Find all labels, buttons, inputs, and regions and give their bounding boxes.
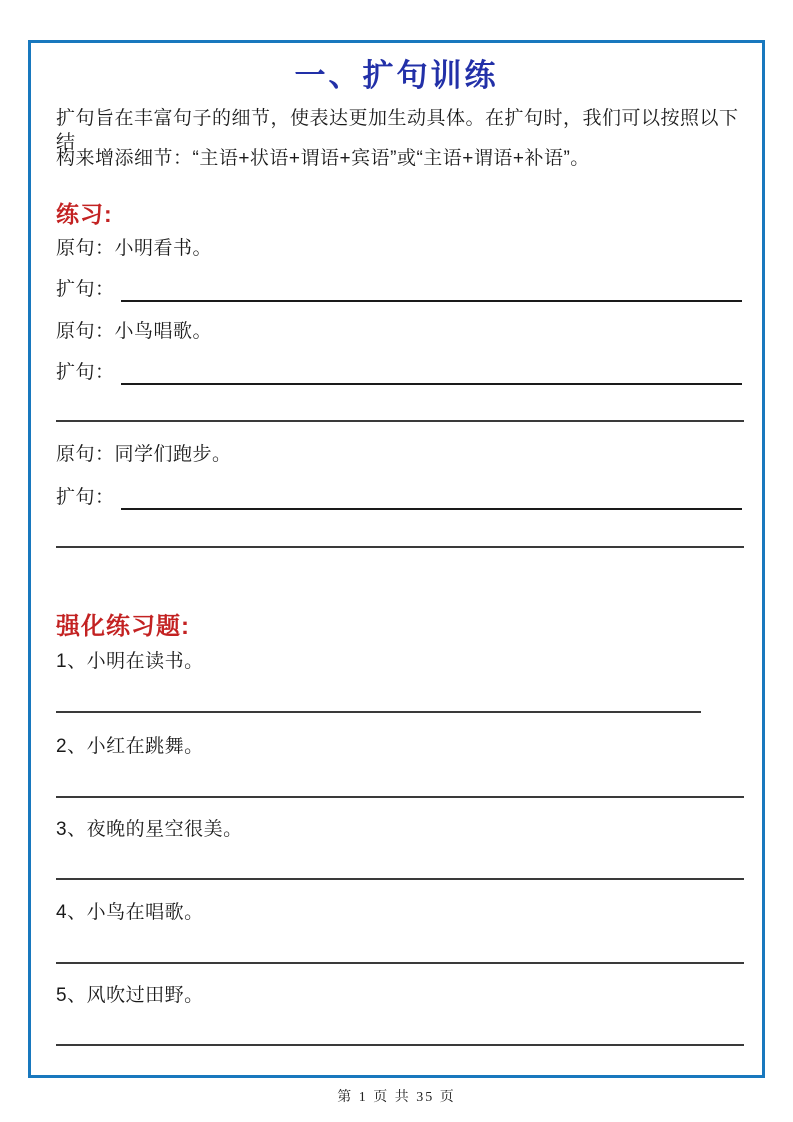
- expand-row-1: [56, 278, 742, 302]
- original-text: 小明看书。: [114, 238, 213, 259]
- expand-label: 扩句：: [56, 362, 115, 383]
- answer-line: [56, 796, 744, 798]
- item-text: 小鸟在唱歌。: [86, 902, 204, 923]
- original-sentence-3: [56, 443, 742, 467]
- answer-line: [56, 878, 744, 880]
- item-text: 小红在跳舞。: [86, 736, 204, 757]
- expand-label: 扩句：: [56, 487, 115, 508]
- page-number: 第 1 页 共 35 页: [337, 1090, 456, 1105]
- original-sentence-1: [56, 237, 742, 261]
- exercise-item-1: [56, 650, 742, 674]
- exercise-item-3: [56, 818, 742, 842]
- reinforcement-heading: 强化练习题:: [56, 613, 190, 640]
- intro-paragraph-line-1: 扩句旨在丰富句子的细节，使表达更加生动具体。在扩句时，我们可以按照以下结: [56, 108, 739, 153]
- answer-line: [56, 962, 744, 964]
- item-number: 2、: [56, 736, 87, 757]
- original-text: 同学们跑步。: [114, 444, 232, 465]
- expand-row-2: [56, 361, 742, 385]
- original-label: 原句：: [56, 238, 115, 259]
- answer-line: [121, 486, 742, 510]
- answer-line: [56, 711, 701, 713]
- intro-paragraph-line-2: 构来增添细节：“主语+状语+谓语+宾语”或“主语+谓语+补语”。: [56, 148, 590, 169]
- item-number: 1、: [56, 651, 87, 672]
- exercise-item-4: [56, 901, 742, 925]
- item-text: 夜晚的星空很美。: [86, 819, 243, 840]
- expand-label: 扩句：: [56, 279, 115, 300]
- item-text: 小明在读书。: [86, 651, 204, 672]
- answer-line: [121, 361, 742, 385]
- item-number: 3、: [56, 819, 87, 840]
- original-label: 原句：: [56, 321, 115, 342]
- answer-line: [56, 1044, 744, 1046]
- exercise-item-2: [56, 735, 742, 759]
- original-text: 小鸟唱歌。: [114, 321, 213, 342]
- page-title: 一、扩句训练: [294, 58, 499, 93]
- practice-heading: 练习:: [56, 201, 113, 227]
- expand-row-3: [56, 486, 742, 510]
- answer-line: [121, 278, 742, 302]
- item-number: 5、: [56, 985, 87, 1006]
- item-text: 风吹过田野。: [86, 985, 204, 1006]
- original-label: 原句：: [56, 444, 115, 465]
- exercise-item-5: [56, 984, 742, 1008]
- answer-line: [56, 420, 744, 422]
- item-number: 4、: [56, 902, 87, 923]
- answer-line: [56, 546, 744, 548]
- original-sentence-2: [56, 320, 742, 344]
